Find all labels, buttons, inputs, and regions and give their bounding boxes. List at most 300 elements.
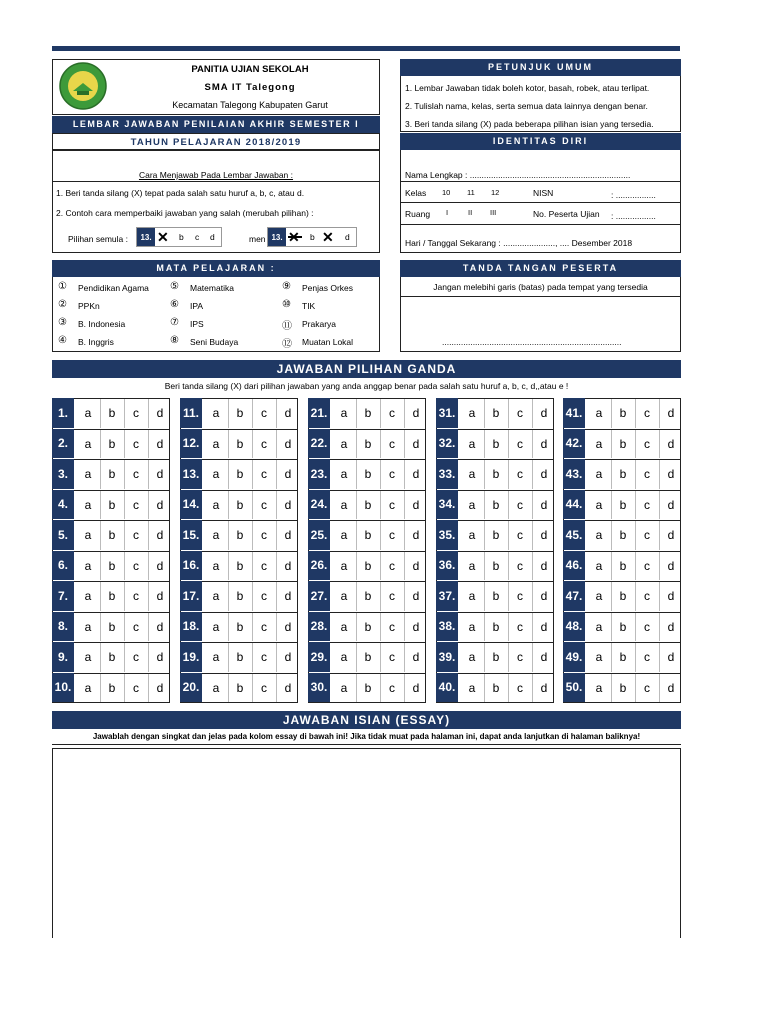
answer-option-c[interactable]: c	[133, 467, 139, 481]
answer-option-c[interactable]: c	[644, 436, 650, 451]
question-number: 31.	[436, 398, 458, 428]
option-divider	[124, 643, 125, 672]
answer-option-b[interactable]: b	[108, 619, 116, 634]
question-number: 9.	[52, 642, 74, 672]
pg-instruction: Beri tanda silang (X) dari pilihan jawaban yang anda anggap benar pada salah satu huruf a, b, c, d,,atau e !	[164, 381, 569, 391]
kelas-opt-11[interactable]: 11	[467, 188, 475, 197]
answer-option-a[interactable]: a	[212, 680, 220, 695]
answer-option-d[interactable]: d	[540, 406, 548, 420]
answer-option-a[interactable]: a	[595, 406, 603, 420]
option-divider	[100, 674, 101, 703]
howto-step2: 2. Contoh cara memperbaiki jawaban yang salah (merubah pilihan) :	[56, 208, 314, 218]
answer-option-a[interactable]: a	[340, 650, 348, 664]
answer-option-d[interactable]: d	[667, 619, 675, 634]
answer-option-a[interactable]: a	[84, 406, 92, 420]
answer-option-c[interactable]: c	[133, 680, 139, 695]
question-number: 50.	[563, 673, 585, 703]
answer-option-a[interactable]: a	[340, 680, 348, 695]
answer-option-d[interactable]: d	[156, 650, 164, 664]
answer-option-d[interactable]: d	[412, 497, 420, 512]
answer-option-b[interactable]: b	[236, 436, 244, 451]
answer-option-b[interactable]: b	[619, 406, 627, 420]
answer-option-a[interactable]: a	[84, 558, 92, 573]
row-divider	[330, 459, 426, 460]
question-number: 13.	[180, 459, 202, 489]
question-number: 38.	[436, 612, 458, 642]
date-field[interactable]: Hari / Tanggal Sekarang : ......................, .... Desember 2018	[405, 238, 633, 248]
question-number: 20.	[180, 673, 202, 703]
mapel-number-icon[interactable]: ⑦	[170, 317, 179, 328]
mapel-number-icon[interactable]: ②	[58, 299, 67, 310]
mapel-number-icon[interactable]: ④	[58, 335, 67, 346]
answer-option-d[interactable]: d	[284, 680, 292, 695]
option-divider	[356, 552, 357, 581]
answer-option-a[interactable]: a	[468, 436, 476, 451]
answer-option-d[interactable]: d	[156, 680, 164, 695]
answer-option-a[interactable]: a	[212, 589, 220, 603]
answer-option-c[interactable]: c	[389, 589, 395, 603]
answer-option-c[interactable]: c	[261, 650, 267, 664]
answer-option-d[interactable]: d	[284, 589, 292, 603]
answer-option-b[interactable]: b	[236, 619, 244, 634]
answer-option-b[interactable]: b	[236, 680, 244, 695]
answer-option-d[interactable]: d	[412, 436, 420, 451]
option-divider	[228, 674, 229, 703]
option-divider	[228, 521, 229, 550]
answer-option-d[interactable]: d	[540, 650, 548, 664]
committee-title: PANITIA UJIAN SEKOLAH	[191, 64, 309, 75]
answer-option-d[interactable]: d	[284, 528, 292, 542]
answer-option-c[interactable]: c	[261, 528, 267, 542]
row-divider	[74, 612, 170, 613]
answer-option-b[interactable]: b	[364, 650, 372, 664]
option-divider	[380, 613, 381, 642]
answer-option-a[interactable]: a	[340, 619, 348, 634]
answer-option-d[interactable]: d	[156, 436, 164, 451]
answer-option-d[interactable]: d	[284, 406, 292, 420]
answer-option-b[interactable]: b	[108, 406, 116, 420]
answer-option-d[interactable]: d	[412, 528, 420, 542]
option-divider	[611, 674, 612, 703]
example-opt-d: d	[210, 232, 215, 242]
answer-option-a[interactable]: a	[84, 467, 92, 481]
row-divider	[74, 581, 170, 582]
answer-option-d[interactable]: d	[540, 558, 548, 573]
option-divider	[380, 552, 381, 581]
answer-option-c[interactable]: c	[389, 558, 395, 573]
answer-option-d[interactable]: d	[156, 619, 164, 634]
answer-option-b[interactable]: b	[492, 528, 500, 542]
answer-option-c[interactable]: c	[261, 406, 267, 420]
answer-option-c[interactable]: c	[133, 528, 139, 542]
answer-option-d[interactable]: d	[540, 619, 548, 634]
answer-option-b[interactable]: b	[492, 650, 500, 664]
option-divider	[404, 552, 405, 581]
answer-option-c[interactable]: c	[133, 497, 139, 512]
nisn-field[interactable]: : .................	[611, 190, 656, 200]
answer-option-b[interactable]: b	[108, 680, 116, 695]
answer-option-a[interactable]: a	[595, 467, 603, 481]
answer-option-c[interactable]: c	[389, 406, 395, 420]
howto-step1: 1. Beri tanda silang (X) tepat pada salah satu huruf a, b, c, atau d.	[56, 188, 305, 198]
row-divider	[458, 459, 554, 460]
answer-option-d[interactable]: d	[284, 497, 292, 512]
ruang-opt-3[interactable]: III	[490, 208, 497, 217]
answer-option-b[interactable]: b	[236, 650, 244, 664]
answer-option-c[interactable]: c	[389, 436, 395, 451]
answer-option-b[interactable]: b	[108, 497, 116, 512]
answer-option-b[interactable]: b	[364, 467, 372, 481]
mapel-label: IPS	[190, 319, 204, 329]
row-divider	[330, 551, 426, 552]
mapel-number-icon[interactable]: ⑩	[282, 299, 291, 310]
option-divider	[659, 674, 660, 703]
answer-option-d[interactable]: d	[412, 589, 420, 603]
answer-option-b[interactable]: b	[364, 589, 372, 603]
answer-option-d[interactable]: d	[284, 467, 292, 481]
answer-option-b[interactable]: b	[108, 589, 116, 603]
pg-title: JAWABAN PILIHAN GANDA	[276, 362, 457, 376]
answer-option-b[interactable]: b	[364, 406, 372, 420]
answer-option-a[interactable]: a	[212, 619, 220, 634]
mapel-number-icon[interactable]: ③	[58, 317, 67, 328]
ruang-opt-2[interactable]: II	[468, 208, 473, 217]
answer-option-b[interactable]: b	[236, 497, 244, 512]
answer-option-c[interactable]: c	[644, 528, 650, 542]
answer-option-a[interactable]: a	[340, 589, 348, 603]
answer-option-a[interactable]: a	[468, 467, 476, 481]
mapel-number-icon[interactable]: ⑥	[170, 299, 179, 310]
answer-option-b[interactable]: b	[619, 589, 627, 603]
option-divider	[508, 399, 509, 428]
answer-option-b[interactable]: b	[619, 467, 627, 481]
answer-option-a[interactable]: a	[212, 650, 220, 664]
answer-option-b[interactable]: b	[236, 467, 244, 481]
option-divider	[124, 491, 125, 520]
answer-option-a[interactable]: a	[468, 680, 476, 695]
answer-option-c[interactable]: c	[517, 436, 523, 451]
row-divider	[585, 612, 681, 613]
answer-option-a[interactable]: a	[212, 436, 220, 451]
answer-option-c[interactable]: c	[517, 497, 523, 512]
answer-option-d[interactable]: d	[667, 406, 675, 420]
answer-option-d[interactable]: d	[412, 467, 420, 481]
answer-option-d[interactable]: d	[156, 406, 164, 420]
answer-option-d[interactable]: d	[284, 619, 292, 634]
answer-option-b[interactable]: b	[492, 558, 500, 573]
answer-option-d[interactable]: d	[284, 436, 292, 451]
answer-option-c[interactable]: c	[133, 619, 139, 634]
answer-option-b[interactable]: b	[492, 467, 500, 481]
answer-option-b[interactable]: b	[619, 497, 627, 512]
option-divider	[276, 582, 277, 611]
answer-option-d[interactable]: d	[667, 589, 675, 603]
answer-option-a[interactable]: a	[340, 528, 348, 542]
answer-option-d[interactable]: d	[412, 406, 420, 420]
answer-option-c[interactable]: c	[517, 619, 523, 634]
answer-option-b[interactable]: b	[364, 619, 372, 634]
answer-option-b[interactable]: b	[619, 558, 627, 573]
question-number: 49.	[563, 642, 585, 672]
answer-option-d[interactable]: d	[667, 650, 675, 664]
answer-option-c[interactable]: c	[261, 619, 267, 634]
answer-option-b[interactable]: b	[492, 619, 500, 634]
answer-option-b[interactable]: b	[492, 436, 500, 451]
answer-option-a[interactable]: a	[595, 497, 603, 512]
answer-option-a[interactable]: a	[468, 558, 476, 573]
example-num-2	[268, 228, 286, 246]
answer-option-c[interactable]: c	[133, 558, 139, 573]
answer-option-c[interactable]: c	[389, 497, 395, 512]
answer-option-d[interactable]: d	[156, 497, 164, 512]
row-divider	[585, 429, 681, 430]
option-divider	[276, 491, 277, 520]
answer-option-c[interactable]: c	[389, 619, 395, 634]
option-divider	[659, 460, 660, 489]
answer-option-d[interactable]: d	[284, 558, 292, 573]
question-number: 19.	[180, 642, 202, 672]
answer-option-a[interactable]: a	[468, 650, 476, 664]
answer-option-d[interactable]: d	[412, 558, 420, 573]
option-divider	[659, 491, 660, 520]
answer-option-c[interactable]: c	[389, 467, 395, 481]
year-title: TAHUN PELAJARAN 2018/2019	[130, 137, 302, 148]
answer-option-b[interactable]: b	[236, 558, 244, 573]
answer-option-c[interactable]: c	[133, 436, 139, 451]
answer-option-d[interactable]: d	[156, 528, 164, 542]
answer-option-a[interactable]: a	[84, 497, 92, 512]
answer-option-b[interactable]: b	[108, 558, 116, 573]
answer-option-d[interactable]: d	[667, 558, 675, 573]
signature-line[interactable]: ............................................................................	[442, 337, 622, 347]
answer-option-d[interactable]: d	[540, 497, 548, 512]
answer-option-c[interactable]: c	[389, 680, 395, 695]
answer-option-b[interactable]: b	[492, 406, 500, 420]
option-divider	[508, 552, 509, 581]
example-num-text: 13.	[140, 232, 152, 242]
answer-option-a[interactable]: a	[212, 497, 220, 512]
answer-option-a[interactable]: a	[468, 406, 476, 420]
mapel-label: IPA	[190, 301, 204, 311]
answer-option-c[interactable]: c	[644, 650, 650, 664]
answer-option-b[interactable]: b	[619, 680, 627, 695]
question-number: 33.	[436, 459, 458, 489]
option-divider	[252, 582, 253, 611]
answer-option-a[interactable]: a	[212, 558, 220, 573]
answer-option-a[interactable]: a	[212, 467, 220, 481]
ruang-opt-1[interactable]: I	[446, 208, 449, 217]
mapel-label: Prakarya	[302, 319, 337, 329]
question-number: 43.	[563, 459, 585, 489]
mapel-number-icon[interactable]: ①	[58, 281, 67, 292]
answer-option-c[interactable]: c	[644, 619, 650, 634]
answer-option-a[interactable]: a	[340, 467, 348, 481]
answer-option-a[interactable]: a	[84, 680, 92, 695]
answer-option-a[interactable]: a	[595, 436, 603, 451]
answer-option-c[interactable]: c	[517, 406, 523, 420]
answer-option-c[interactable]: c	[644, 589, 650, 603]
answer-option-d[interactable]: d	[667, 467, 675, 481]
answer-option-b[interactable]: b	[236, 406, 244, 420]
answer-option-c[interactable]: c	[644, 558, 650, 573]
answer-option-c[interactable]: c	[133, 589, 139, 603]
row-divider	[458, 429, 554, 430]
option-divider	[484, 552, 485, 581]
option-divider	[148, 674, 149, 703]
answer-option-c[interactable]: c	[644, 467, 650, 481]
option-divider	[228, 460, 229, 489]
option-divider	[532, 582, 533, 611]
answer-option-b[interactable]: b	[108, 467, 116, 481]
answer-option-b[interactable]: b	[492, 680, 500, 695]
answer-option-c[interactable]: c	[644, 497, 650, 512]
option-divider	[228, 399, 229, 428]
answer-option-c[interactable]: c	[644, 680, 650, 695]
example-num	[137, 228, 155, 246]
answer-option-d[interactable]: d	[540, 436, 548, 451]
kelas-label: Kelas	[405, 188, 427, 198]
answer-option-c[interactable]: c	[133, 650, 139, 664]
answer-option-c[interactable]: c	[261, 680, 267, 695]
answer-option-b[interactable]: b	[364, 436, 372, 451]
answer-option-c[interactable]: c	[517, 558, 523, 573]
answer-option-b[interactable]: b	[364, 528, 372, 542]
name-field[interactable]: Nama Lengkap : ....................................................................	[405, 170, 631, 180]
row-divider	[585, 490, 681, 491]
answer-option-a[interactable]: a	[468, 619, 476, 634]
answer-option-c[interactable]: c	[389, 528, 395, 542]
answer-option-d[interactable]: d	[540, 528, 548, 542]
answer-option-b[interactable]: b	[236, 528, 244, 542]
answer-option-a[interactable]: a	[212, 406, 220, 420]
option-divider	[100, 613, 101, 642]
essay-answer-area[interactable]	[52, 748, 681, 938]
answer-option-a[interactable]: a	[595, 680, 603, 695]
option-divider	[484, 430, 485, 459]
answer-option-b[interactable]: b	[108, 436, 116, 451]
mapel-number-icon[interactable]: ⑧	[170, 335, 179, 346]
answer-option-d[interactable]: d	[412, 619, 420, 634]
option-divider	[356, 582, 357, 611]
answer-option-d[interactable]: d	[667, 436, 675, 451]
mapel-number-icon[interactable]: ⑤	[170, 281, 179, 292]
answer-option-d[interactable]: d	[667, 528, 675, 542]
answer-option-c[interactable]: c	[644, 406, 650, 420]
question-number: 14.	[180, 490, 202, 520]
answer-option-a[interactable]: a	[84, 589, 92, 603]
answer-option-b[interactable]: b	[108, 650, 116, 664]
kelas-opt-12[interactable]: 12	[491, 188, 500, 197]
answer-option-a[interactable]: a	[84, 436, 92, 451]
answer-option-c[interactable]: c	[261, 558, 267, 573]
answer-option-d[interactable]: d	[540, 589, 548, 603]
answer-option-c[interactable]: c	[389, 650, 395, 664]
answer-option-b[interactable]: b	[364, 680, 372, 695]
answer-option-b[interactable]: b	[364, 497, 372, 512]
answer-option-b[interactable]: b	[619, 650, 627, 664]
answer-option-a[interactable]: a	[468, 497, 476, 512]
answer-option-a[interactable]: a	[212, 528, 220, 542]
answer-option-c[interactable]: c	[261, 589, 267, 603]
answer-option-a[interactable]: a	[340, 436, 348, 451]
answer-option-a[interactable]: a	[340, 406, 348, 420]
answer-option-c[interactable]: c	[517, 650, 523, 664]
option-divider	[276, 674, 277, 703]
option-divider	[484, 674, 485, 703]
option-divider	[148, 491, 149, 520]
pg-title-bar	[52, 360, 681, 378]
row-divider	[458, 520, 554, 521]
question-number: 11.	[180, 398, 202, 428]
school-district: Kecamatan Talegong Kabupaten Garut	[172, 100, 328, 110]
peserta-field[interactable]: : .................	[611, 211, 656, 221]
example-changed	[267, 227, 357, 247]
question-number: 24.	[308, 490, 330, 520]
answer-option-c[interactable]: c	[517, 589, 523, 603]
answer-option-d[interactable]: d	[540, 467, 548, 481]
answer-option-a[interactable]: a	[468, 589, 476, 603]
mapel-number-icon[interactable]: ⑫	[282, 339, 292, 350]
answer-option-d[interactable]: d	[156, 467, 164, 481]
answer-option-a[interactable]: a	[84, 528, 92, 542]
option-divider	[148, 552, 149, 581]
answer-option-b[interactable]: b	[236, 589, 244, 603]
option-divider	[508, 613, 509, 642]
answer-option-d[interactable]: d	[540, 680, 548, 695]
answer-option-a[interactable]: a	[340, 558, 348, 573]
answer-option-d[interactable]: d	[667, 680, 675, 695]
answer-option-c[interactable]: c	[517, 467, 523, 481]
option-divider	[252, 491, 253, 520]
answer-option-d[interactable]: d	[156, 589, 164, 603]
answer-option-b[interactable]: b	[492, 497, 500, 512]
answer-option-a[interactable]: a	[595, 528, 603, 542]
answer-option-d[interactable]: d	[412, 650, 420, 664]
kelas-opt-10[interactable]: 10	[442, 188, 451, 197]
answer-option-a[interactable]: a	[468, 528, 476, 542]
answer-option-c[interactable]: c	[133, 406, 139, 420]
answer-option-a[interactable]: a	[595, 650, 603, 664]
answer-option-a[interactable]: a	[595, 558, 603, 573]
mapel-number-icon[interactable]: ⑨	[282, 281, 291, 292]
answer-option-a[interactable]: a	[340, 497, 348, 512]
answer-option-c[interactable]: c	[517, 528, 523, 542]
answer-option-b[interactable]: b	[619, 436, 627, 451]
option-divider	[404, 491, 405, 520]
answer-option-a[interactable]: a	[595, 619, 603, 634]
answer-option-a[interactable]: a	[84, 650, 92, 664]
answer-option-c[interactable]: c	[261, 497, 267, 512]
answer-option-b[interactable]: b	[364, 558, 372, 573]
answer-option-d[interactable]: d	[667, 497, 675, 512]
answer-option-d[interactable]: d	[412, 680, 420, 695]
answer-option-b[interactable]: b	[108, 528, 116, 542]
answer-option-b[interactable]: b	[492, 589, 500, 603]
answer-option-c[interactable]: c	[261, 467, 267, 481]
option-divider	[635, 430, 636, 459]
answer-option-b[interactable]: b	[619, 528, 627, 542]
answer-option-b[interactable]: b	[619, 619, 627, 634]
answer-option-c[interactable]: c	[261, 436, 267, 451]
row-divider	[458, 581, 554, 582]
essay-instruction: Jawablah dengan singkat dan jelas pada kolom essay di bawah ini! Jika tidak muat pada halaman ini, dapat anda lanjutkan di halaman baliknya!	[92, 732, 641, 741]
answer-option-d[interactable]: d	[156, 558, 164, 573]
answer-option-a[interactable]: a	[84, 619, 92, 634]
answer-option-c[interactable]: c	[517, 680, 523, 695]
answer-option-a[interactable]: a	[595, 589, 603, 603]
answer-option-d[interactable]: d	[284, 650, 292, 664]
mapel-number-icon[interactable]: ⑪	[282, 321, 292, 332]
